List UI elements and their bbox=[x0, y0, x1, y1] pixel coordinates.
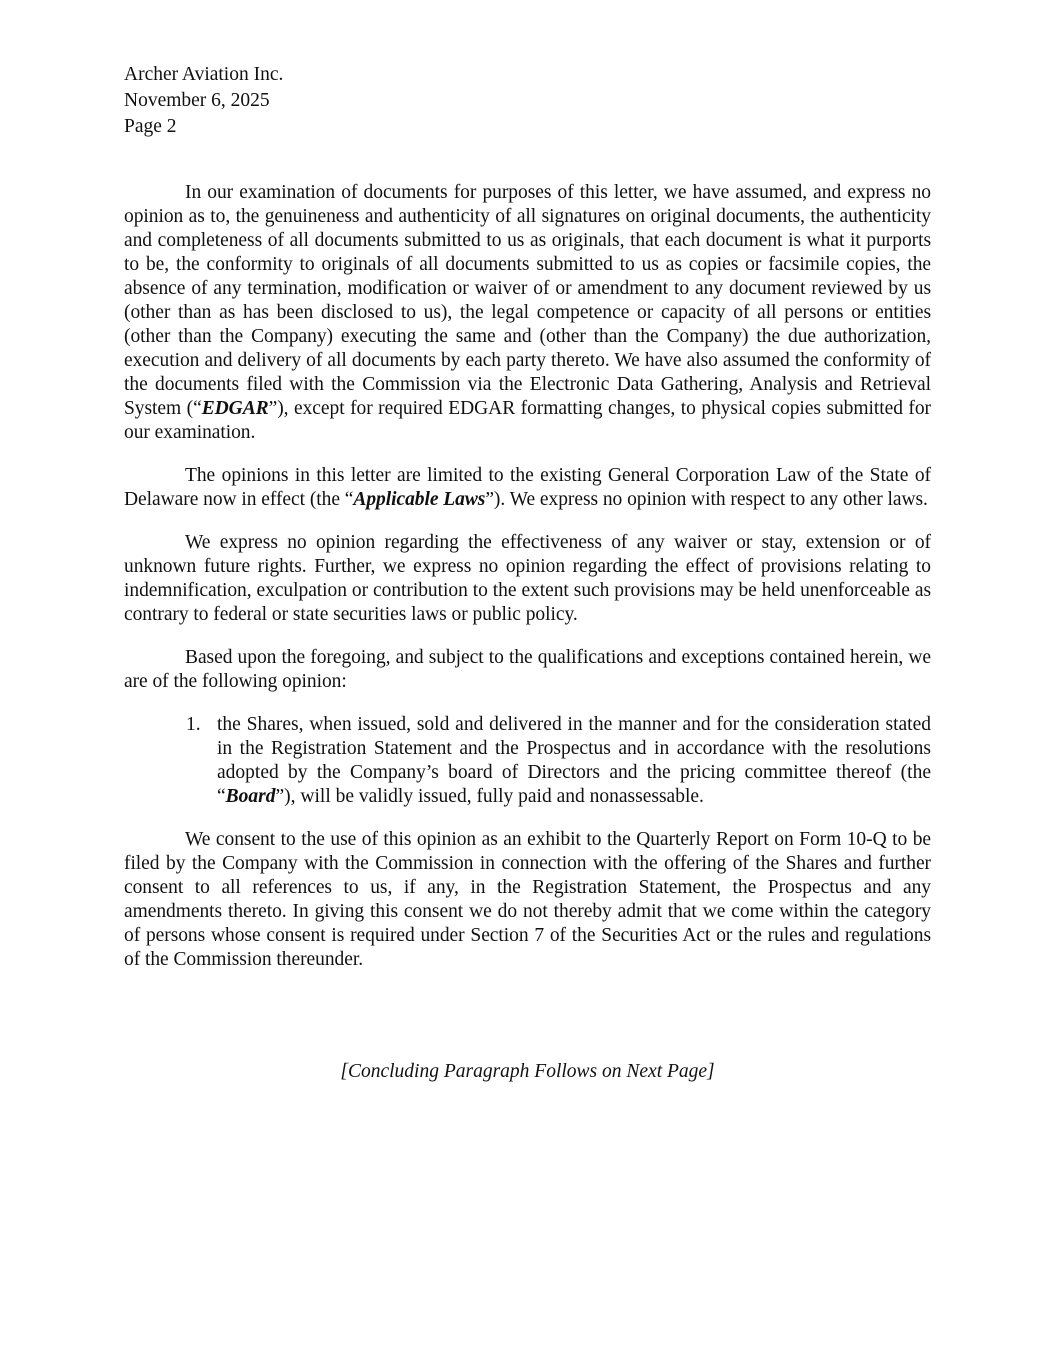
defined-term-edgar: EDGAR bbox=[201, 398, 269, 419]
applicable-laws-text-start: The opinions in this letter are limited to the existing General Corporation Law of the State of Delaware now in effect (the “ bbox=[124, 465, 931, 510]
opinion-text-start: the Shares, when issued, sold and delivered in the manner and for the consideration stated in the Registration Statement and the Prospectus and in accordance with the resolutions adopted by the Company’s board of Directors and the pricing committee thereof (the “ bbox=[217, 714, 931, 807]
defined-term-applicable-laws: Applicable Laws bbox=[353, 489, 486, 510]
assumptions-paragraph bbox=[124, 181, 931, 445]
consent-paragraph: We consent to the use of this opinion as an exhibit to the Quarterly Report on Form 10-Q to be filed by the Company with the Commission in connection with the offering of the Shares and further consent to all references to us, if any, in the Registration Statement, the Prospectus and any amendments thereto. In giving this consent we do not thereby admit that we come within the category of persons whose consent is required under Section 7 of the Securities Act or the rules and regulations of the Commission thereunder. bbox=[124, 829, 931, 970]
foregoing-paragraph: Based upon the foregoing, and subject to the qualifications and exceptions contained herein, we are of the following opinion: bbox=[124, 647, 931, 692]
applicable-laws-text-end: ”). We express no opinion with respect to any other laws. bbox=[485, 489, 928, 510]
assumptions-text-start: In our examination of documents for purposes of this letter, we have assumed, and express no opinion as to, the genuineness and authenticity of all signatures on original documents, the authenticity and completeness of all documents submitted to us as originals, that each document is what it purports to be, the conformity to originals of all documents submitted to us as copies or facsimile copies, the absence of any termination, modification or waiver of or amendment to any document reviewed by us (other than as has been disclosed to us), the legal competence or capacity of all persons or entities (other than the Company) executing the same and (other than the Company) the due authorization, execution and delivery of all documents by each party thereto. We have also assumed the conformity of the documents filed with the Commission via the Electronic Data Gathering, Analysis and Retrieval System (“ bbox=[124, 182, 931, 419]
concluding-note: [Concluding Paragraph Follows on Next Page] bbox=[340, 1061, 715, 1082]
letter-header bbox=[124, 62, 524, 140]
letter-body bbox=[124, 181, 931, 991]
opinion-item bbox=[186, 713, 931, 809]
opinion-list bbox=[124, 713, 931, 809]
assumptions-text-end: ”), except for required EDGAR formatting changes, to physical copies submitted for our examination. bbox=[124, 398, 931, 443]
applicable-laws-paragraph bbox=[124, 464, 931, 512]
opinion-number: 1. bbox=[186, 714, 201, 735]
no-opinion-paragraph: We express no opinion regarding the effectiveness of any waiver or stay, extension or of unknown future rights. Further, we express no opinion regarding the effect of provisions relating to indemnification, exculpation or contribution to the extent such provisions may be held unenforceable as contrary to federal or state securities laws or public policy. bbox=[124, 532, 931, 625]
page-number: Page 2 bbox=[124, 116, 177, 137]
letter-date: November 6, 2025 bbox=[124, 90, 270, 111]
opinion-text-end: ”), will be validly issued, fully paid and nonassessable. bbox=[275, 786, 704, 807]
defined-term-board: Board bbox=[225, 786, 276, 807]
company-name: Archer Aviation Inc. bbox=[124, 64, 284, 85]
